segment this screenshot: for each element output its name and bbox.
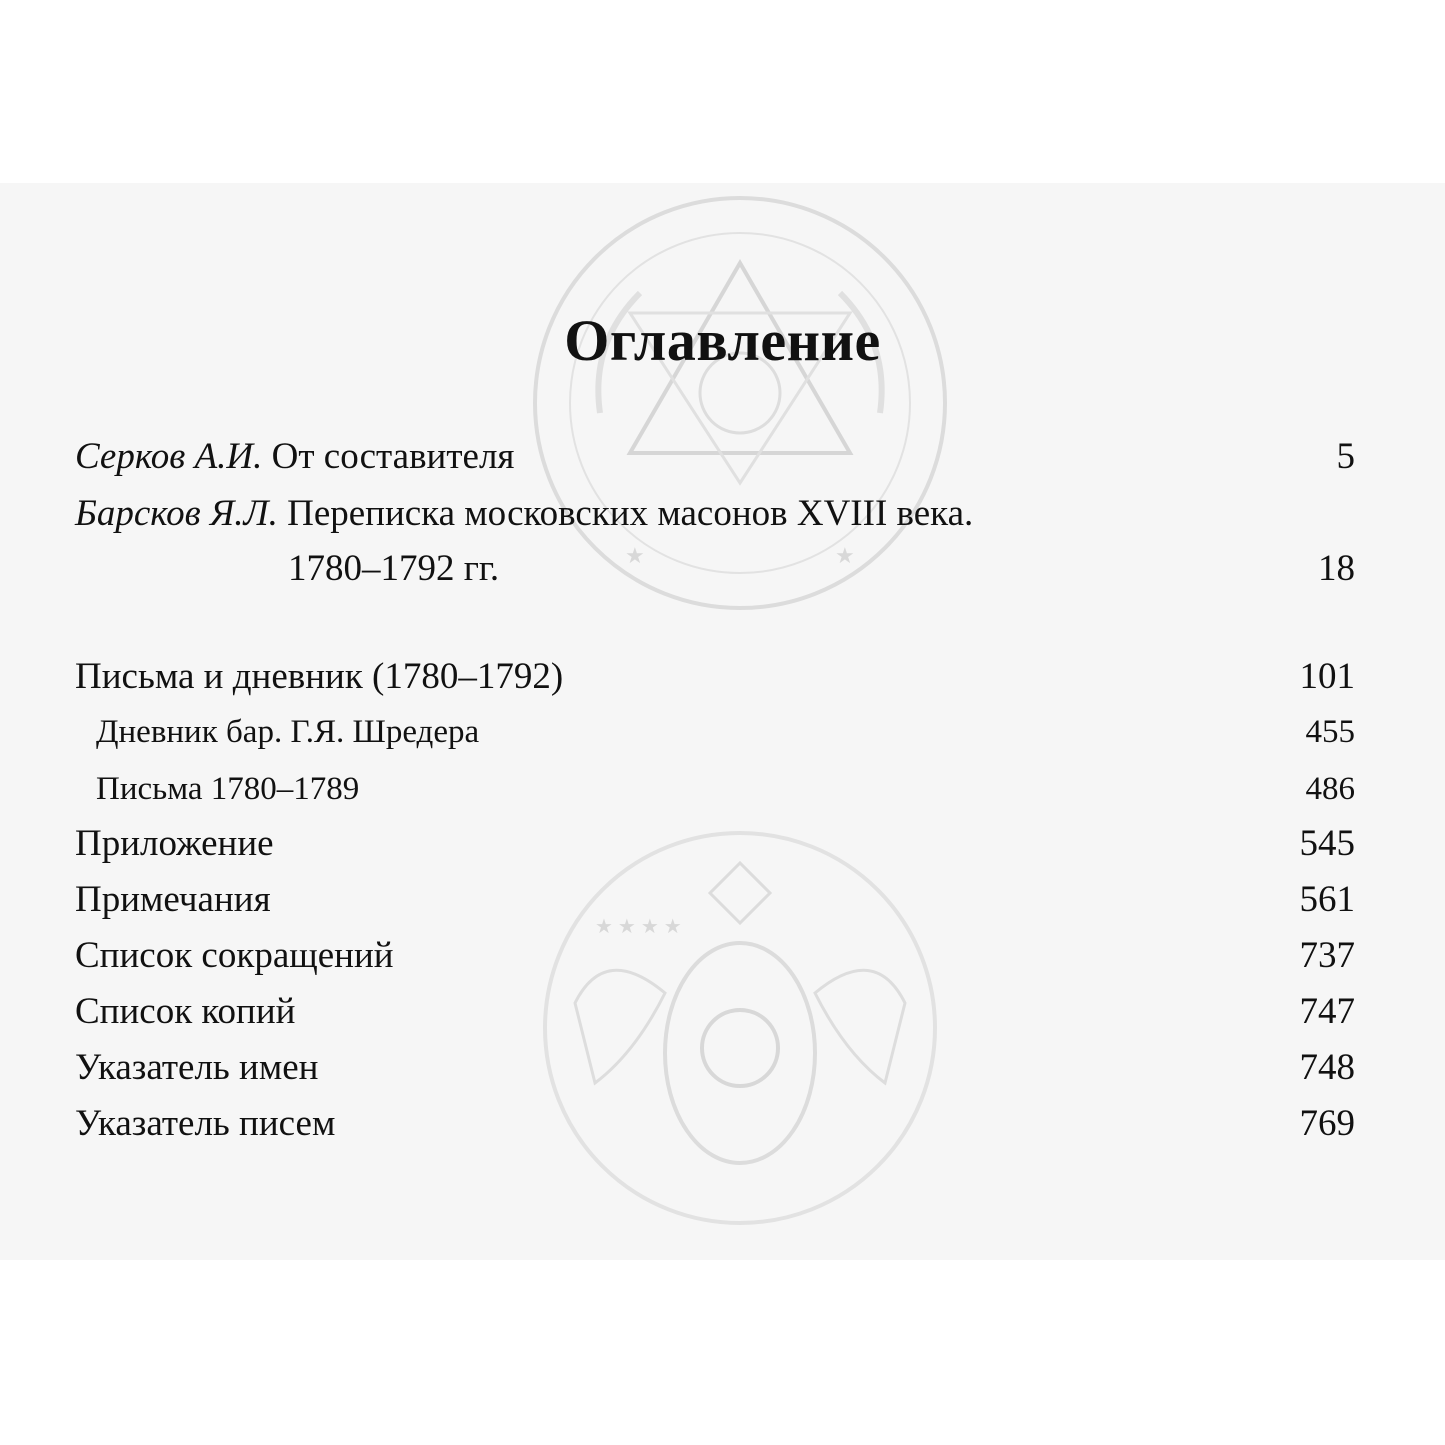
toc-entry-page: 545 [1299,823,1355,864]
toc-entry-title: От составителя [271,436,515,477]
toc-entry-author: Барсков Я.Л. [75,493,288,534]
toc-entry-continuation [288,547,1355,591]
toc-entry-page: 748 [1299,1047,1355,1088]
toc-entry [75,1102,1355,1146]
toc-entry [75,1046,1355,1090]
svg-text:★: ★ [625,543,645,568]
toc-entry-page: 747 [1299,991,1355,1032]
toc-entry-title: Дневник бар. Г.Я. Шредера [96,714,480,750]
toc-entry [75,934,1355,978]
toc-entry-title: Список сокращений [75,935,394,976]
toc-entry-page: 18 [1318,548,1355,589]
toc-entry-page: 737 [1299,935,1355,976]
toc-entry-title: Список копий [75,991,296,1032]
toc-entry-title: Указатель имен [75,1047,319,1088]
toc-entry-page: 561 [1299,879,1355,920]
toc-entry-title: 1780–1792 гг. [288,548,500,589]
toc-entry-title: Примечания [75,879,271,920]
toc-entry-title: Письма и дневник (1780–1792) [75,656,564,697]
toc-entry-title: Указатель писем [75,1103,336,1144]
toc-entry-page: 101 [1299,656,1355,697]
toc-subentry [96,767,1355,811]
svg-text:★: ★ [835,543,855,568]
toc-entry-page: 455 [1305,714,1355,750]
toc-subentry [96,710,1355,754]
toc-entry-title: Переписка московских масонов XVIII века. [287,493,974,534]
toc-entry [75,822,1355,866]
toc-entry [75,492,1355,536]
toc-entry [75,878,1355,922]
toc-entry-author: Серков А.И. [75,436,272,477]
toc-entry-title: Письма 1780–1789 [96,771,360,807]
toc-entry [75,435,1355,479]
toc-entry-page: 486 [1305,771,1355,807]
toc-entry [75,990,1355,1034]
toc-entry-page: 769 [1299,1103,1355,1144]
page-title: Оглавление [564,308,881,373]
svg-text:★ ★ ★ ★: ★ ★ ★ ★ [595,916,682,938]
toc-entry-title: Приложение [75,823,274,864]
watermark-heading-bottom [255,1143,271,1214]
toc-entry-page: 5 [1336,436,1355,477]
toc-entry [75,655,1355,699]
